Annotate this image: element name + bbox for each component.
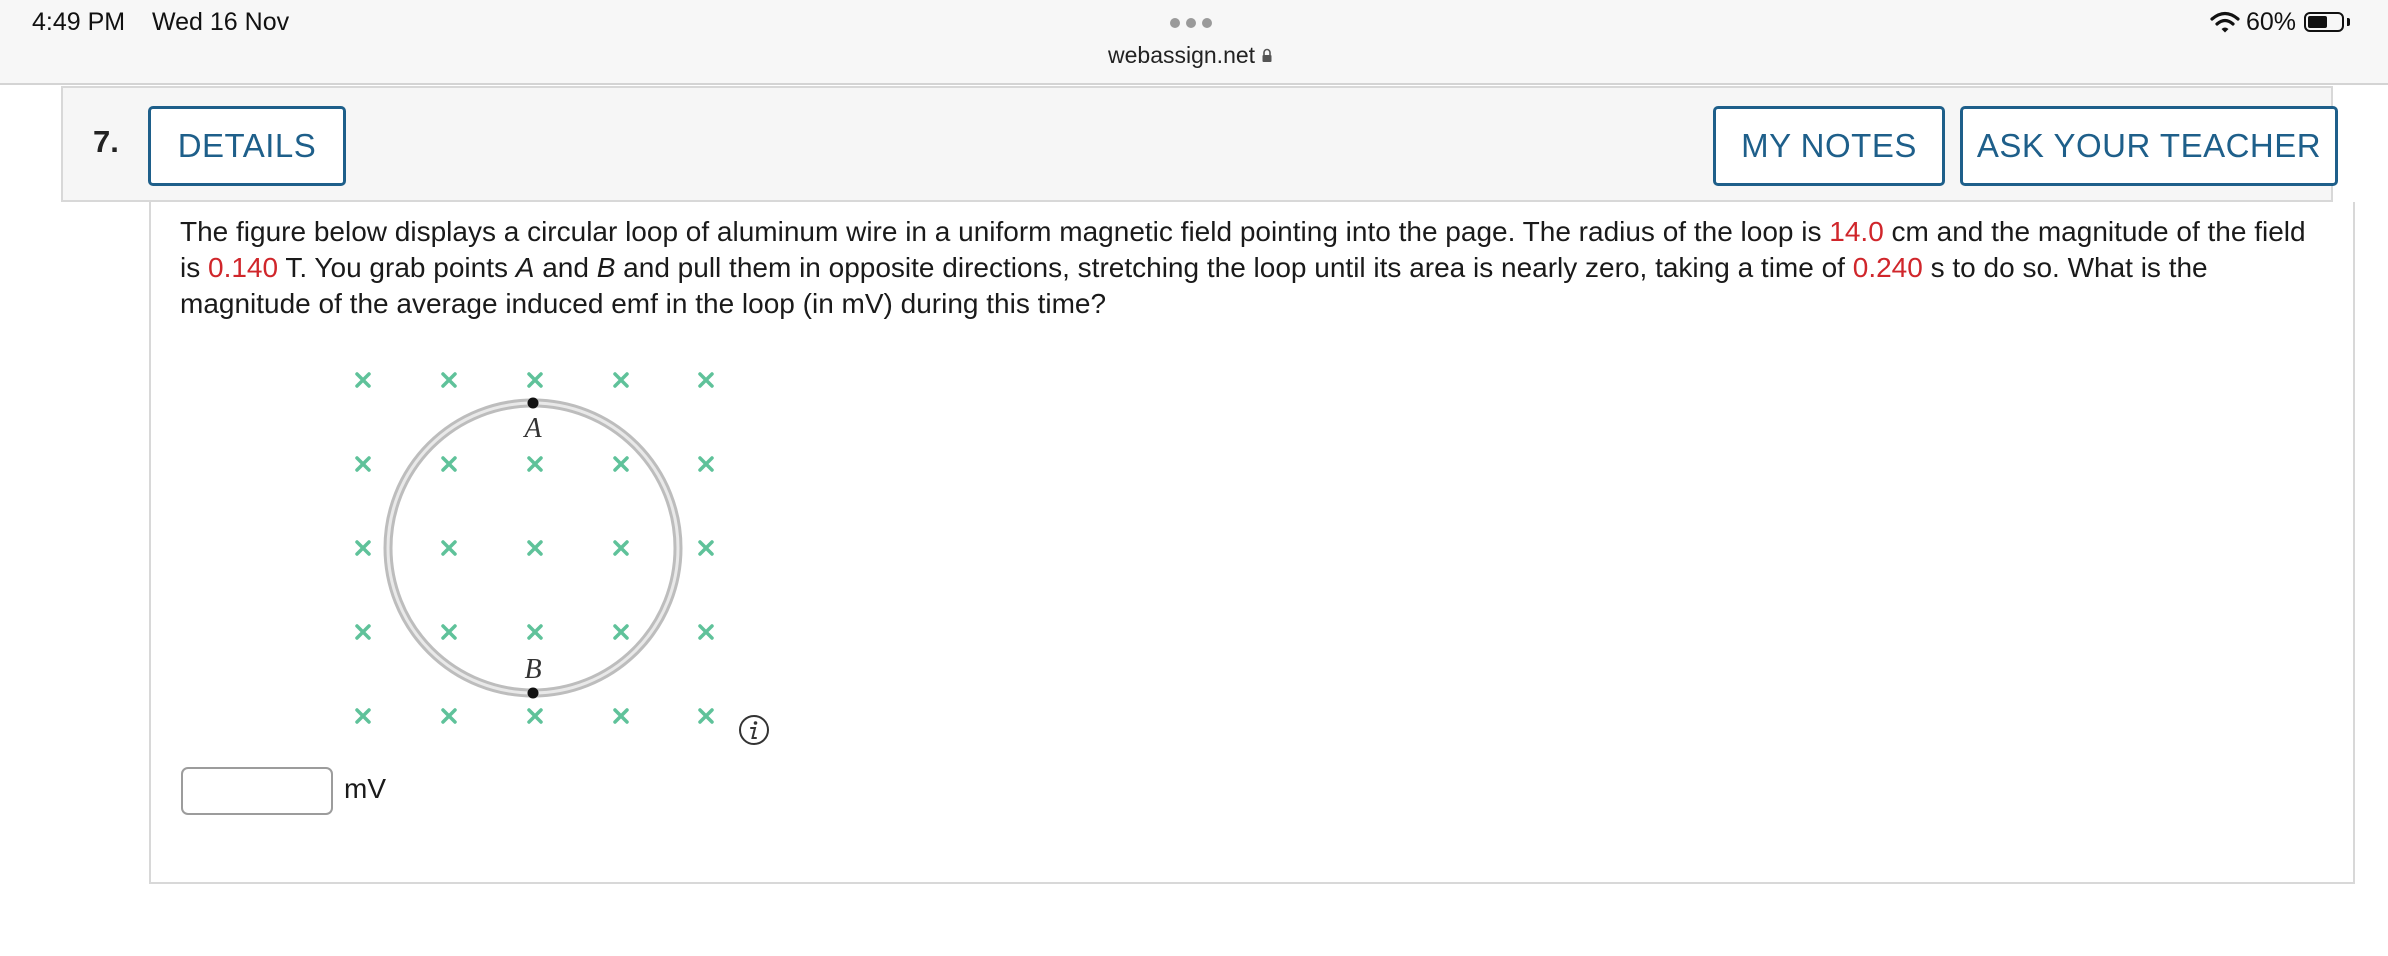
- question-text: [180, 214, 2320, 322]
- field-value: 0.140: [208, 252, 279, 283]
- question-number: 7.: [93, 124, 119, 159]
- field-cross-icon: [357, 626, 369, 638]
- details-button[interactable]: DETAILS: [148, 106, 346, 186]
- field-cross-icon: [357, 374, 369, 386]
- field-cross-icon: [529, 458, 541, 470]
- field-cross-icon: [615, 626, 627, 638]
- status-date: Wed 16 Nov: [152, 8, 290, 36]
- time-value: 0.240: [1852, 252, 1923, 283]
- radius-value: 14.0: [1829, 216, 1884, 247]
- text-part: and pull them in opposite directions, stretching the loop until its area is nearly zero, taking a time of: [615, 252, 1853, 283]
- text-part: The figure below displays a circular loop of aluminum wire in a uniform magnetic field pointing into the page. The radius of the loop is: [180, 216, 1830, 247]
- label-b: B: [524, 654, 542, 685]
- field-cross-icon: [357, 710, 369, 722]
- field-cross-icon: [700, 626, 712, 638]
- battery-icon: [2304, 12, 2344, 32]
- answer-input[interactable]: [181, 767, 333, 815]
- field-cross-icon: [529, 626, 541, 638]
- field-cross-icon: [357, 542, 369, 554]
- field-cross-icon: [615, 374, 627, 386]
- ask-your-teacher-button[interactable]: ASK YOUR TEACHER: [1960, 106, 2338, 186]
- field-cross-icon: [443, 710, 455, 722]
- lock-icon: [1261, 48, 1273, 63]
- text-part: and: [534, 252, 597, 283]
- address-bar[interactable]: [1108, 42, 1273, 69]
- wifi-icon: [2210, 10, 2240, 34]
- field-cross-icon: [529, 374, 541, 386]
- answer-unit: mV: [344, 773, 386, 804]
- label-a: A: [524, 413, 542, 444]
- field-cross-icon: [615, 542, 627, 554]
- field-cross-icon: [529, 542, 541, 554]
- field-cross-icon: [615, 710, 627, 722]
- point-b-text: B: [596, 252, 616, 283]
- field-cross-icon: [615, 458, 627, 470]
- battery-fill: [2308, 16, 2327, 28]
- my-notes-button[interactable]: MY NOTES: [1713, 106, 1945, 186]
- field-cross-icon: [443, 458, 455, 470]
- field-cross-icon: [700, 710, 712, 722]
- text-part: cm and the magnitude of the field is: [180, 216, 2306, 283]
- loop-figure: [340, 360, 730, 730]
- field-cross-icon: [700, 542, 712, 554]
- browser-top-bar: [0, 0, 2388, 85]
- point-a-text: A: [515, 252, 535, 283]
- point-a-dot: [528, 398, 539, 409]
- point-b-dot: [528, 688, 539, 699]
- field-cross-icon: [700, 458, 712, 470]
- info-icon[interactable]: [737, 713, 771, 747]
- status-time: 4:49 PM: [32, 8, 126, 36]
- battery-cap: [2347, 18, 2350, 26]
- field-cross-icon: [443, 542, 455, 554]
- battery-percent: 60%: [2246, 8, 2297, 36]
- text-part: T. You grab points: [278, 252, 516, 283]
- field-cross-icon: [357, 458, 369, 470]
- question-header: [61, 86, 2333, 202]
- field-cross-icon: [529, 710, 541, 722]
- text-part: s to do so. What is the magnitude of the average induced emf in the loop (in mV) during this time?: [180, 252, 2208, 319]
- url-text: webassign.net: [1108, 42, 1256, 68]
- field-cross-icon: [443, 374, 455, 386]
- field-cross-icon: [443, 626, 455, 638]
- more-dots-icon[interactable]: [1170, 18, 1212, 28]
- field-cross-icon: [700, 374, 712, 386]
